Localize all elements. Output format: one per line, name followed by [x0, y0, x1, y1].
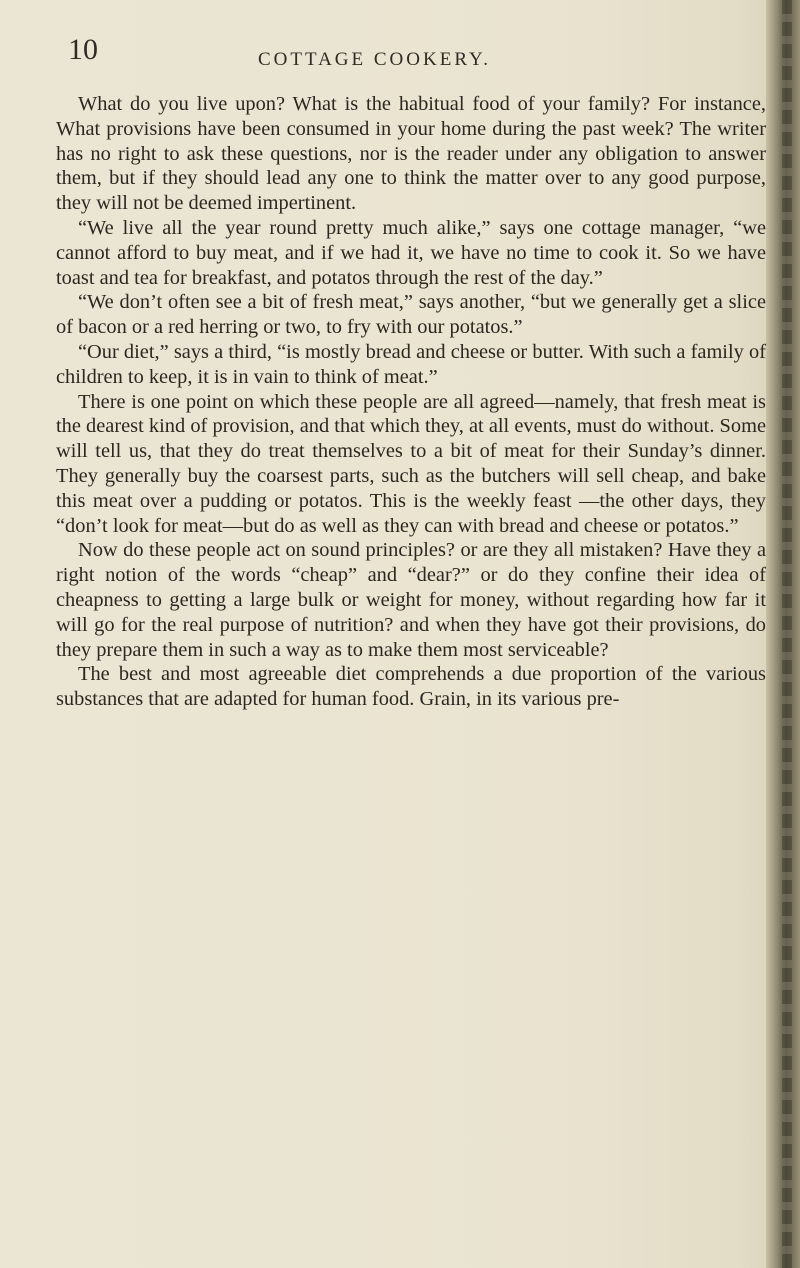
paragraph: The best and most agreeable diet comprehends a due proportion of the various substances that are adapted for human food. Grain, in its various pre- [56, 663, 766, 711]
running-title: COTTAGE COOKERY. [258, 49, 491, 70]
paragraph: There is one point on which these people are all agreed—namely, that fresh meat is the dearest kind of provision, and that which they, at all events, must do without. Some will tell us, that they do treat themselves to a bit of meat for their Sunday’s dinner. They generally buy the coarsest parts, such as the butchers will sell cheap, and bake this meat over a pudding or potatos. This is the weekly feast —the other days, they “don’t look for meat—but do as well as they can with bread and cheese or potatos.” [56, 390, 766, 537]
page-edge-binding [766, 0, 800, 1268]
page-number: 10 [68, 33, 98, 66]
binding-strip [782, 0, 792, 1268]
paragraph: What do you live upon? What is the habitual food of your family? For instance, What provisions have been consumed in your home during the past week? The writer has no right to ask these questions, nor is the reader under any obligation to answer them, but if they should lead any one to think the matter over to any good purpose, they will not be deemed impertinent. [56, 93, 766, 215]
paragraph: “We don’t often see a bit of fresh meat,” says another, “but we generally get a slice of bacon or a red herring or two, to fry with our potatos.” [56, 291, 766, 339]
body-text [56, 92, 766, 712]
running-head [68, 30, 758, 80]
paragraph: “We live all the year round pretty much alike,” says one cottage manager, “we cannot afford to buy meat, and if we had it, we have no time to cook it. So we have toast and tea for breakfast, and potatos through the rest of the day.” [56, 216, 766, 289]
paragraph: Now do these people act on sound principles? or are they all mistaken? Have they a right notion of the words “cheap” and “dear?” or do they confine their idea of cheapness to getting a large bulk or weight for money, without regarding how far it will go for the real purpose of nutrition? and when they have got their provisions, do they prepare them in such a way as to make them most serviceable? [56, 539, 766, 661]
paragraph: “Our diet,” says a third, “is mostly bread and cheese or butter. With such a family of children to keep, it is in vain to think of meat.” [56, 340, 766, 388]
